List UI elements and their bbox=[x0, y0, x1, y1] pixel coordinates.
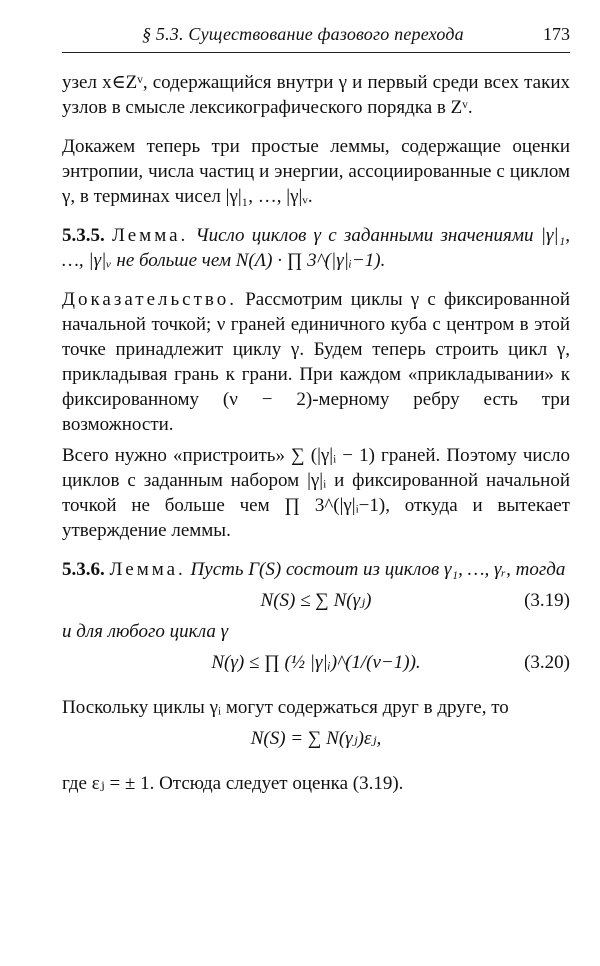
page-body bbox=[62, 70, 570, 796]
equation-unnumbered bbox=[62, 726, 570, 751]
lemma-number: 5.3.5. bbox=[62, 225, 105, 246]
proof-part-1 bbox=[62, 287, 570, 437]
paragraph-3: Поскольку циклы γᵢ могут содержаться друг в друге, то bbox=[62, 697, 509, 718]
lemma-statement: Пусть Γ(S) состоит из циклов γ₁, …, γᵣ, тогда bbox=[190, 559, 566, 580]
lemma-number: 5.3.6. bbox=[62, 559, 105, 580]
lemma-word: Лемма. bbox=[109, 559, 186, 580]
intermediate-text: и для любого цикла γ bbox=[62, 621, 229, 642]
lemma-5-3-5 bbox=[62, 223, 570, 273]
equation-3-20 bbox=[62, 650, 570, 675]
proof-text-2: Всего нужно «пристроить» ∑ (|γ|ᵢ − 1) граней. Поэтому число циклов с заданным набором |γ|ᵢ и фиксированной начальной точкой не больше чем ∏ 3^(|γ|ᵢ−1), откуда и вытекает утверждение леммы. bbox=[62, 445, 570, 541]
proof-text-1: Рассмотрим циклы γ с фиксированной начальной точкой; ν граней единичного куба с центром в этой точке принадлежит циклу γ. Будем теперь строить цикл γ, прикладывая грань к грани. При каждом «прикладывании» к фиксированному (ν − 2)-мерному ребру есть три возможности. bbox=[62, 289, 570, 435]
paragraph-4: где εⱼ = ± 1. Отсюда следует оценка (3.19). bbox=[62, 773, 404, 794]
page-number: 173 bbox=[543, 24, 570, 44]
lemma-word: Лемма. bbox=[111, 225, 189, 246]
proof-word: Доказательство. bbox=[62, 289, 237, 310]
lemma-5-3-6 bbox=[62, 557, 570, 582]
lemma-statement: Число циклов γ с заданными значениями |γ|₁, …, |γ|ᵥ не больше чем N(Λ) · ∏ 3^(|γ|ᵢ−1). bbox=[62, 225, 571, 271]
paragraph-2: Докажем теперь три простые леммы, содержащие оценки энтропии, числа частиц и энергии, ассоциированные с циклом γ, в терминах чисел |γ|₁, …, |γ|ᵥ. bbox=[62, 136, 570, 207]
equation-body: N(S) ≤ ∑ N(γⱼ) bbox=[260, 590, 372, 611]
equation-body: N(S) = ∑ N(γⱼ)εⱼ, bbox=[250, 728, 382, 749]
equation-number: (3.20) bbox=[524, 652, 570, 673]
header-rule bbox=[62, 52, 570, 53]
equation-body: N(γ) ≤ ∏ (½ |γ|ᵢ)^(1/(ν−1)). bbox=[211, 652, 421, 673]
equation-3-19 bbox=[62, 588, 570, 613]
page-header bbox=[62, 20, 570, 50]
running-title: § 5.3. Существование фазового перехода bbox=[142, 24, 464, 44]
paragraph-1: узел x∈Zᵛ, содержащийся внутри γ и первый среди всех таких узлов в смысле лексикографического порядка в Zᵛ. bbox=[62, 72, 570, 118]
equation-number: (3.19) bbox=[524, 590, 570, 611]
